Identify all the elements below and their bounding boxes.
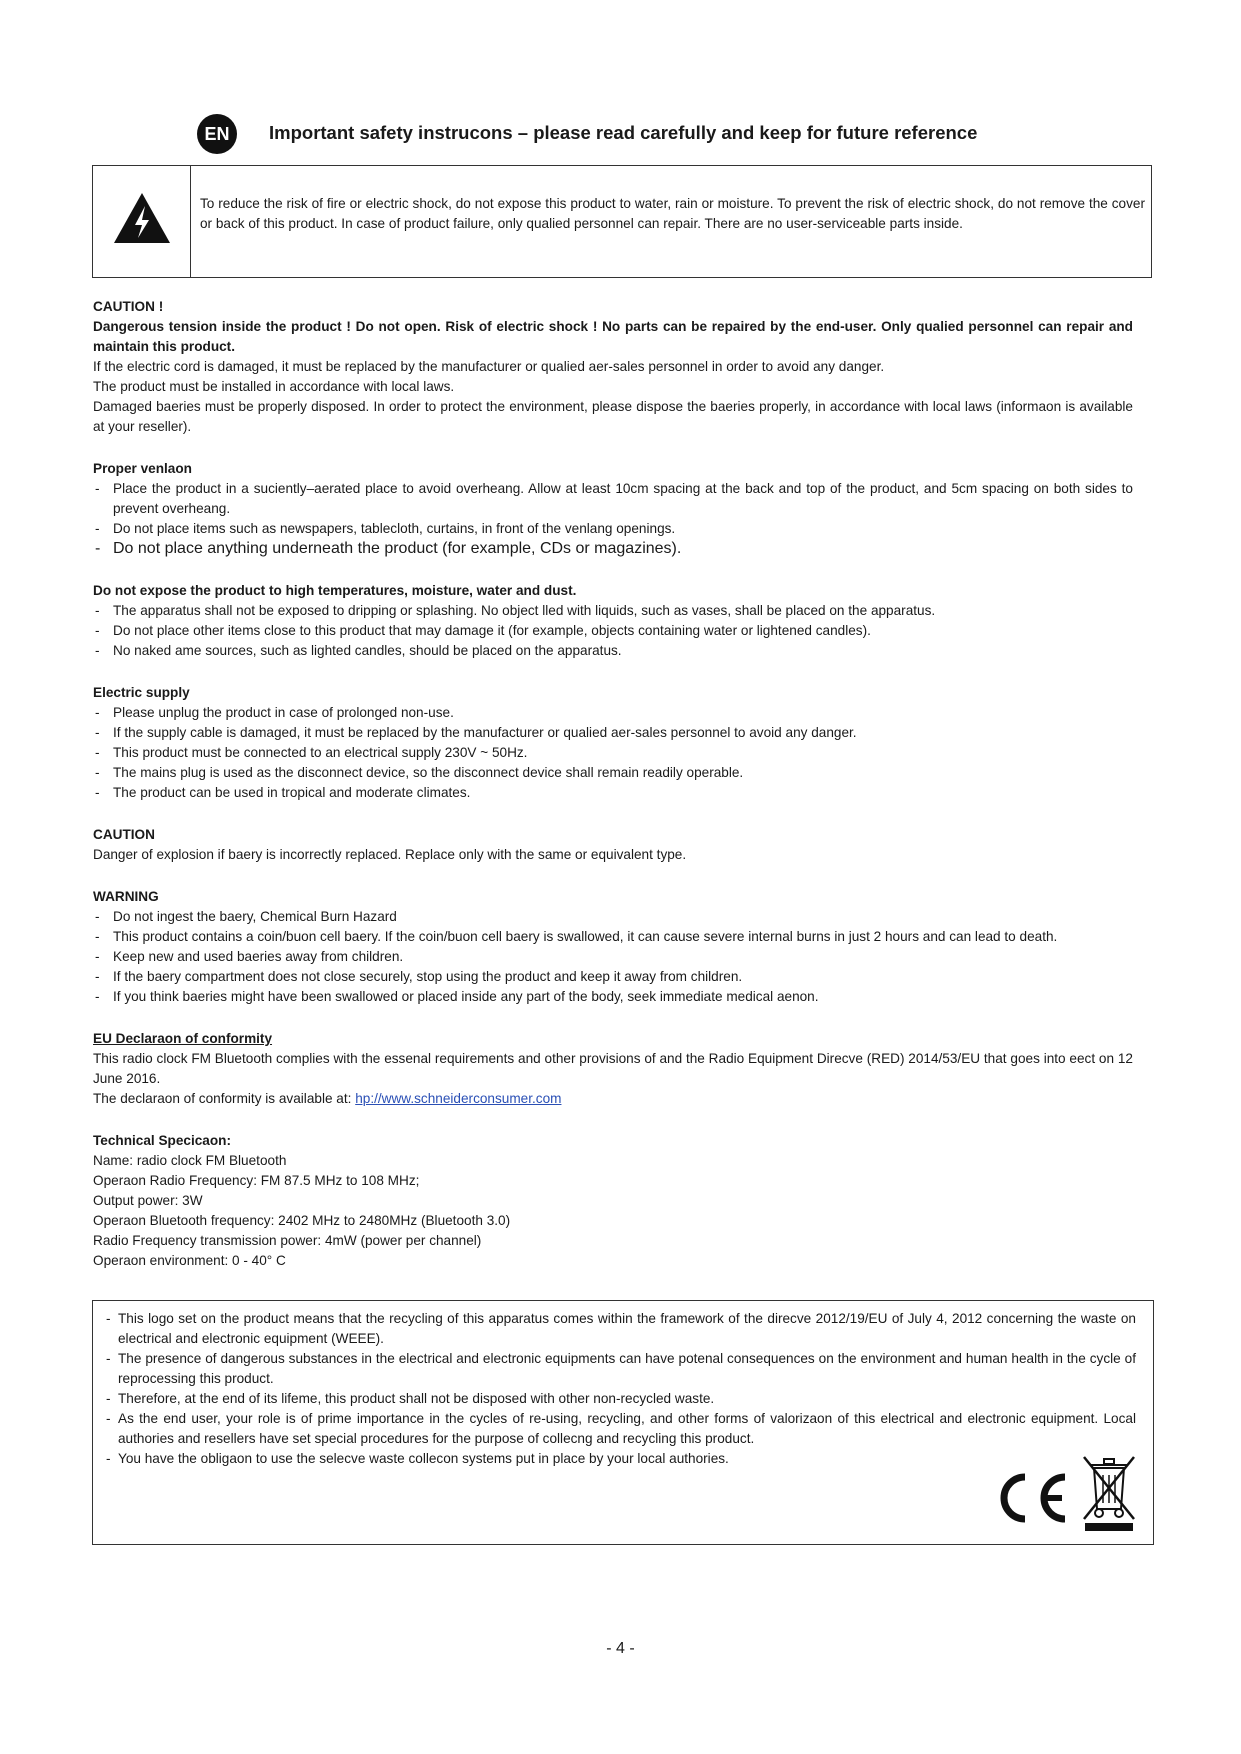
exposure-section <box>93 581 1133 661</box>
electric-shock-warning-box <box>92 165 1152 278</box>
weee-list <box>106 1309 1136 1469</box>
list-item: - If the baery compartment does not close securely, stop using the product and keep it away from children. <box>93 967 1133 987</box>
crossed-out-wheelie-bin-icon <box>1079 1453 1139 1533</box>
list-item: - No naked ame sources, such as lighted candles, should be placed on the apparatus. <box>93 641 1133 661</box>
list-item: - The presence of dangerous substances in the electrical and electronic equipments can have potenal consequences on the environment and human health in the cycle of reprocessing this product. <box>106 1349 1136 1389</box>
list-item: - If you think baeries might have been swallowed or placed inside any part of the body, seek immediate medical aenon. <box>93 987 1133 1007</box>
weee-recycling-box <box>92 1300 1154 1545</box>
technical-specification-heading: Technical Specicaon: <box>93 1133 231 1148</box>
list-item: - If the supply cable is damaged, it must be replaced by the manufacturer or qualied aer-sales personnel to avoid any danger. <box>93 723 1133 743</box>
electric-supply-section <box>93 683 1133 803</box>
list-item: - Do not ingest the baery, Chemical Burn Hazard <box>93 907 1133 927</box>
language-badge: EN <box>197 114 237 154</box>
electric-supply-heading: Electric supply <box>93 685 190 700</box>
availability-prefix: The declaraon of conformity is available at: <box>93 1091 356 1106</box>
exposure-heading: Do not expose the product to high temperatures, moisture, water and dust. <box>93 583 577 598</box>
eu-declaration-text: This radio clock FM Bluetooth complies with the essenal requirements and other provisions of and the Radio Equipment Direcve (RED) 2014/53/EU that goes into eect on 12 June 2016. <box>93 1051 1133 1086</box>
battery-caution-text: Danger of explosion if baery is incorrectly replaced. Replace only with the same or equivalent type. <box>93 847 687 862</box>
spec-line: Output power: 3W <box>93 1193 203 1208</box>
list-item: - The product can be used in tropical and moderate climates. <box>93 783 1133 803</box>
list-item: - This logo set on the product means that the recycling of this apparatus comes within the framework of the direcve 2012/19/EU of July 4, 2012 concerning the waste on electrical and electronic equipment (WEEE). <box>106 1309 1136 1349</box>
exposure-list <box>93 601 1133 661</box>
eu-declaration-section <box>93 1029 1133 1109</box>
caution-line: The product must be installed in accordance with local laws. <box>93 379 455 394</box>
list-item: - Do not place anything underneath the product (for example, CDs or magazines). <box>93 539 1133 559</box>
page-number: - 4 - <box>606 1640 635 1657</box>
manufacturer-website-link[interactable]: hp://www.schneiderconsumer.com <box>355 1091 562 1106</box>
spec-line: Operaon Bluetooth frequency: 2402 MHz to 2480MHz (Bluetooth 3.0) <box>93 1213 511 1228</box>
eu-declaration-heading: EU Declaraon of conformity <box>93 1031 273 1046</box>
list-item: - Keep new and used baeries away from children. <box>93 947 1133 967</box>
caution-line: If the electric cord is damaged, it must be replaced by the manufacturer or qualied aer-sales personnel in order to avoid any danger. <box>93 359 885 374</box>
warning-icon-cell <box>93 166 191 277</box>
list-item: - Do not place items such as newspapers, tablecloth, curtains, in front of the venlang openings. <box>93 519 1133 539</box>
list-item: - You have the obligaon to use the selecve waste collecon systems put in place by your local authories. <box>106 1449 1136 1469</box>
list-item: - The apparatus shall not be exposed to dripping or splashing. No object lled with liquids, such as vases, shall be placed on the apparatus. <box>93 601 1133 621</box>
spec-line: Radio Frequency transmission power: 4mW (power per channel) <box>93 1233 482 1248</box>
spec-line: Operaon environment: 0 - 40° C <box>93 1253 286 1268</box>
battery-caution-section <box>93 825 1133 865</box>
page-title: Important safety instrucons – please read carefully and keep for future reference <box>269 122 978 143</box>
main-content <box>93 297 1133 1293</box>
list-item: - Do not place other items close to this product that may damage it (for example, objects containing water or lightened candles). <box>93 621 1133 641</box>
eu-declaration-availability <box>93 1089 1133 1109</box>
battery-caution-heading: CAUTION <box>93 827 155 842</box>
list-item: - The mains plug is used as the disconnect device, so the disconnect device shall remain readily operable. <box>93 763 1133 783</box>
spec-line: Operaon Radio Frequency: FM 87.5 MHz to 108 MHz; <box>93 1173 420 1188</box>
ventilation-list <box>93 479 1133 559</box>
list-item: - As the end user, your role is of prime importance in the cycles of re-using, recycling, and other forms of valorizaon of this electrical and electronic equipment. Local authories and resellers have set special procedures for the purpose of collecng and recycling this product. <box>106 1409 1136 1449</box>
list-item: - Therefore, at the end of its lifeme, this product shall not be disposed with other non-recycled waste. <box>106 1389 1136 1409</box>
ce-mark-icon <box>993 1469 1069 1527</box>
list-item: - This product contains a coin/buon cell baery. If the coin/buon cell baery is swallowed, it can cause severe internal burns in just 2 hours and can lead to death. <box>93 927 1133 947</box>
warning-heading: WARNING <box>93 889 159 904</box>
high-voltage-warning-icon <box>113 192 171 244</box>
list-item: - Please unplug the product in case of prolonged non-use. <box>93 703 1133 723</box>
list-item: - Place the product in a suciently–aerated place to avoid overheang. Allow at least 10cm spacing at the back and top of the product, and 5cm spacing on both sides to prevent overheang. <box>93 479 1133 519</box>
technical-specification-section <box>93 1131 1133 1271</box>
warning-section <box>93 887 1133 1007</box>
list-item: - This product must be connected to an electrical supply 230V ~ 50Hz. <box>93 743 1133 763</box>
caution-heading: CAUTION ! <box>93 299 164 314</box>
weee-text <box>106 1309 1136 1469</box>
page-header <box>197 114 1097 154</box>
warning-list <box>93 907 1133 1007</box>
caution-section <box>93 297 1133 437</box>
spec-line: Name: radio clock FM Bluetooth <box>93 1153 287 1168</box>
caution-line: Damaged baeries must be properly disposed. In order to protect the environment, please dispose the baeries properly, in accordance with local laws (informaon is available at your reseller). <box>93 399 1133 434</box>
caution-bold-text: Dangerous tension inside the product ! Do not open. Risk of electric shock ! No parts can be repaired by the end-user. Only qualied personnel can repair and maintain this product. <box>93 319 1133 354</box>
ventilation-section <box>93 459 1133 559</box>
ventilation-heading: Proper venlaon <box>93 461 192 476</box>
warning-box-text: To reduce the risk of fire or electric shock, do not expose this product to water, rain or moisture. To prevent the risk of electric shock, do not remove the cover or back of this product. In case of product failure, only qualied personnel can repair. There are no user-serviceable parts inside. <box>200 196 1145 231</box>
electric-supply-list <box>93 703 1133 803</box>
